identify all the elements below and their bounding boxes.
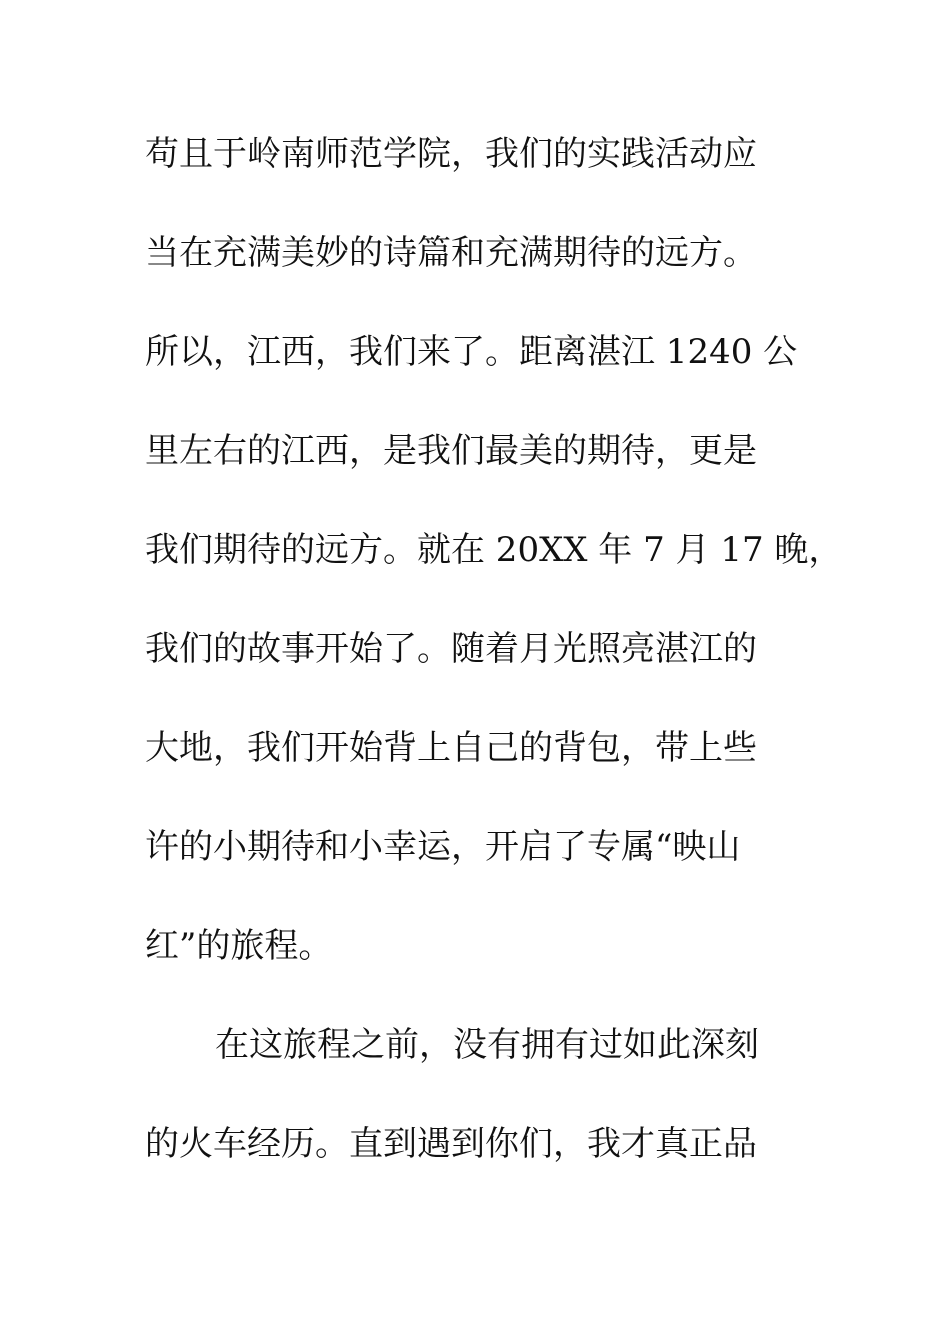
- text-line: 大地，我们开始背上自己的背包，带上些: [145, 728, 757, 768]
- paragraph-start-line: 在这旅程之前，没有拥有过如此深刻: [215, 1025, 759, 1065]
- text-line: 我们期待的远方。就在 20XX 年 7 月 17 晚，: [145, 530, 843, 570]
- text-line: 苟且于岭南师范学院，我们的实践活动应: [145, 134, 757, 174]
- text-line: 所以，江西，我们来了。距离湛江 1240 公: [145, 332, 798, 372]
- text-line: 我们的故事开始了。随着月光照亮湛江的: [145, 629, 757, 669]
- text-line: 许的小期待和小幸运，开启了专属“映山: [145, 827, 741, 867]
- text-line: 红”的旅程。: [145, 926, 333, 966]
- text-line: 的火车经历。直到遇到你们，我才真正品: [145, 1124, 757, 1164]
- text-line: 当在充满美妙的诗篇和充满期待的远方。: [145, 233, 757, 273]
- text-line: 里左右的江西，是我们最美的期待，更是: [145, 431, 757, 471]
- body-text: [145, 128, 843, 1217]
